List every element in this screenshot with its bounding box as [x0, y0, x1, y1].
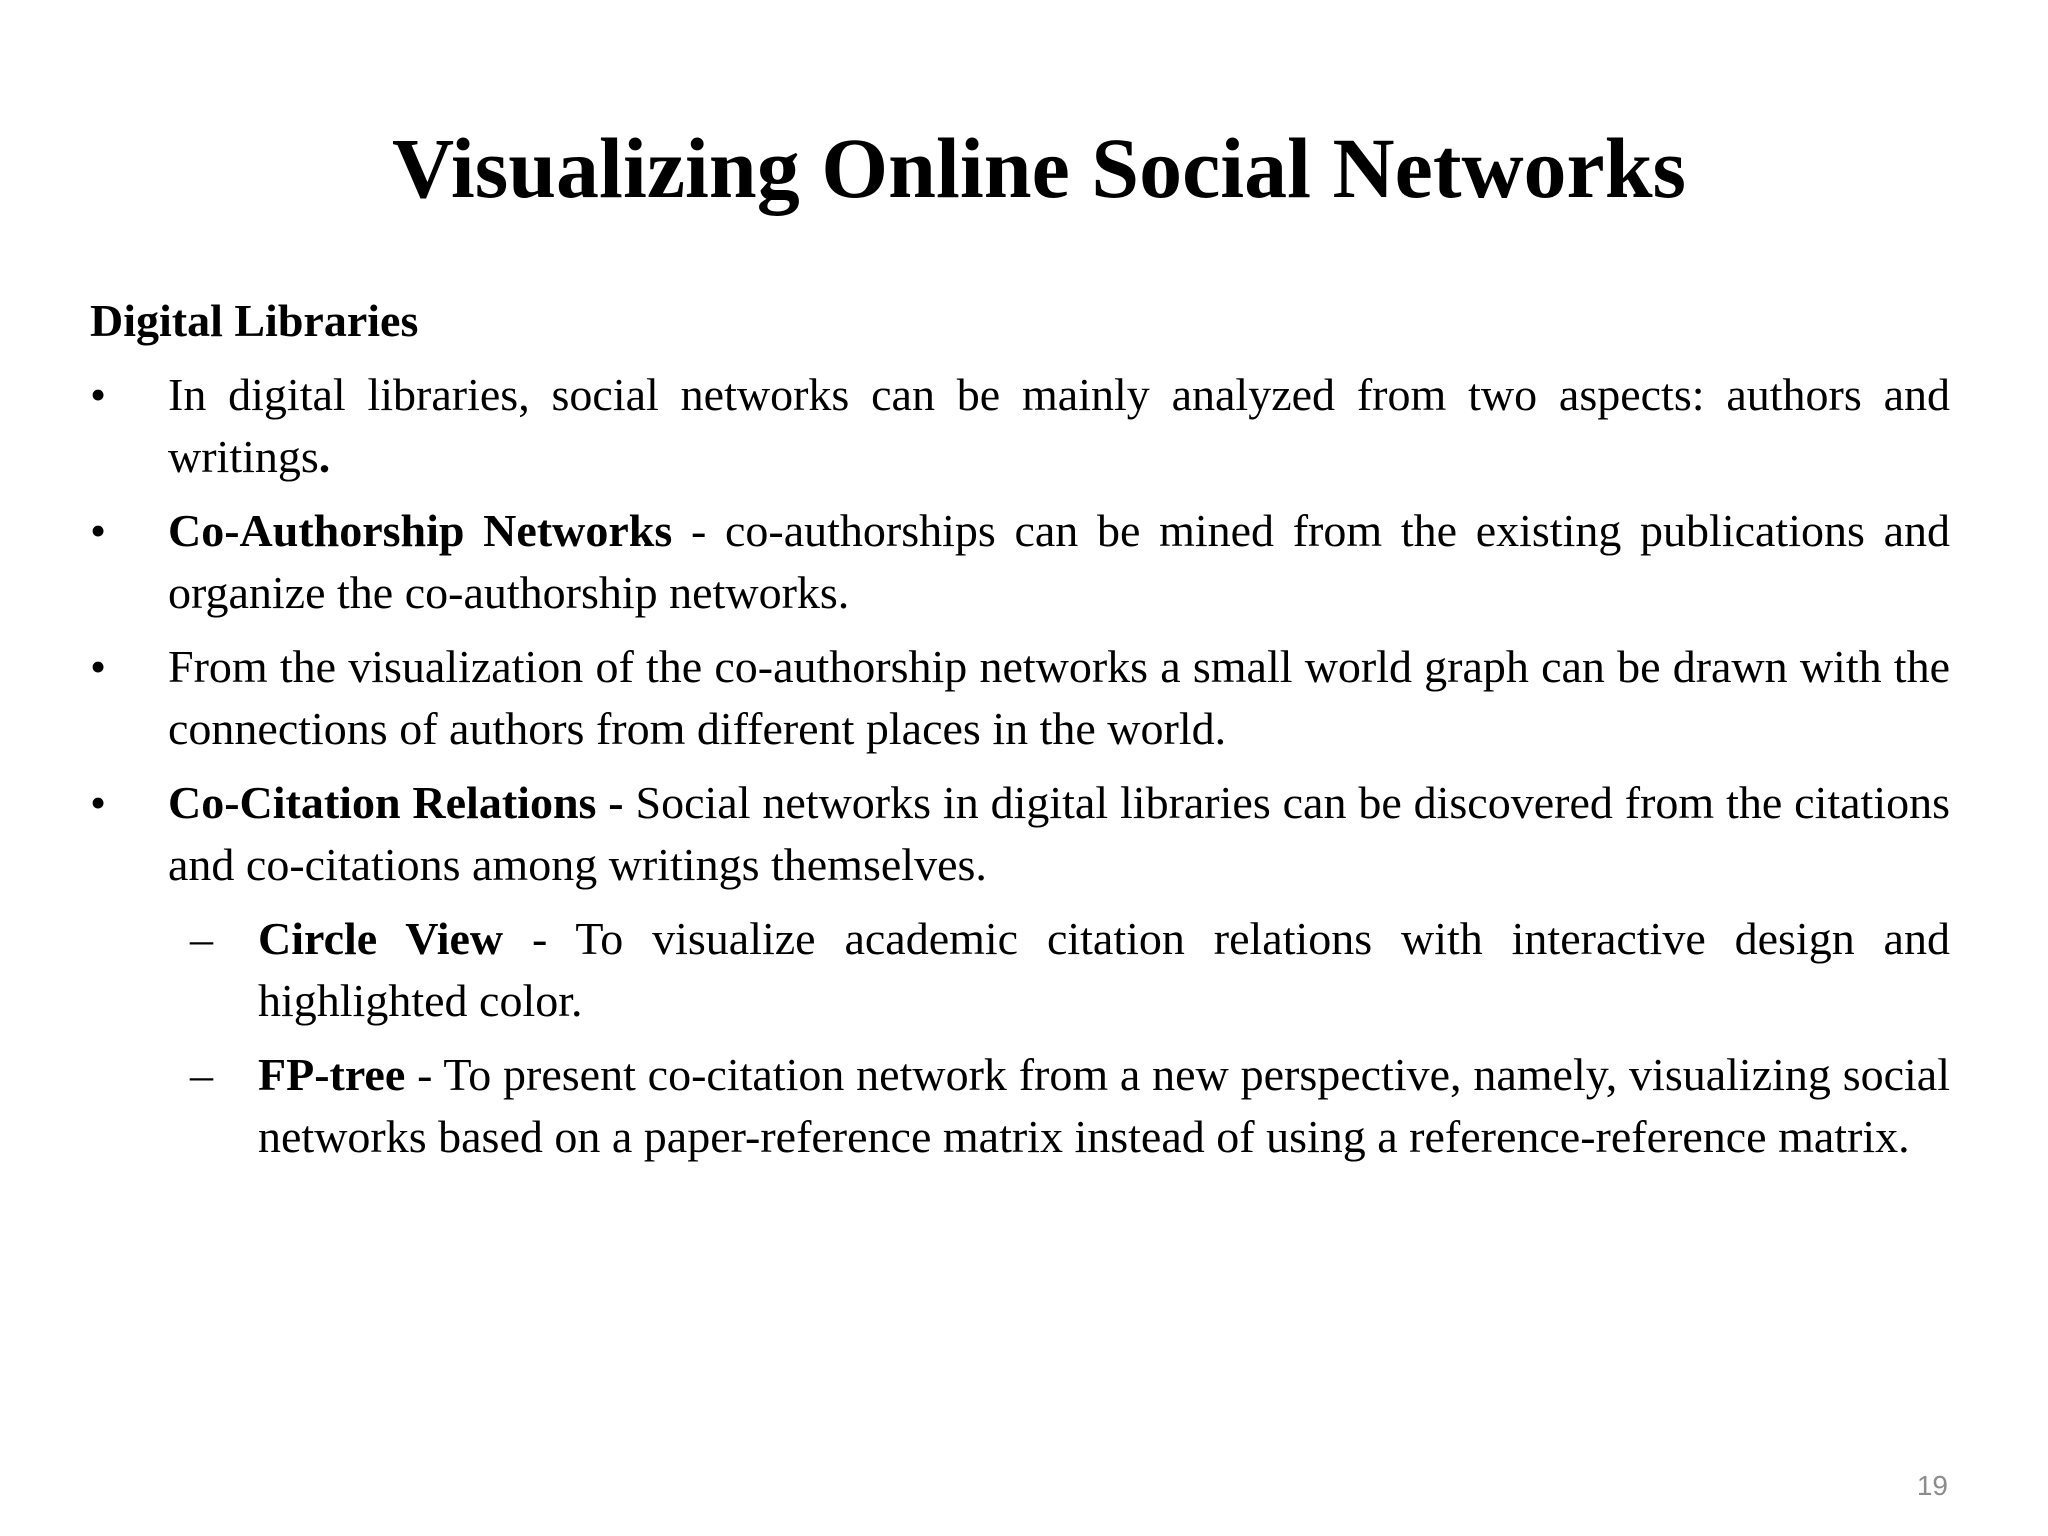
dash-marker: –	[190, 913, 213, 964]
bullet-item	[90, 772, 1950, 896]
sub-bullet-item	[90, 1044, 1950, 1168]
sub-bullet-term: Circle View	[258, 913, 504, 964]
bullet-item	[90, 500, 1950, 624]
bullet-item	[90, 636, 1950, 760]
sub-bullet-text: To present co-citation network from a new perspective, namely, visualizing social networks based on a paper-reference matrix instead of using a reference-reference matrix.	[258, 1049, 1950, 1162]
bullet-text: Social networks in digital libraries can be discovered from the citations and co-citations among writings themselves.	[168, 777, 1951, 890]
bullet-marker: •	[90, 777, 107, 828]
bullet-term: Co-Authorship Networks	[168, 505, 673, 556]
bullet-tail-bold: .	[318, 431, 331, 482]
sub-bullet-list	[90, 908, 1950, 1168]
bullet-marker: •	[90, 369, 107, 420]
sub-bullet-text: To visualize academic citation relations with interactive design and highlighted color.	[258, 913, 1950, 1026]
bullet-separator	[624, 777, 636, 828]
sub-bullet-item	[90, 908, 1950, 1032]
bullet-term: Co-Citation Relations -	[168, 777, 624, 828]
slide-title: Visualizing Online Social Networks	[391, 120, 1687, 216]
sub-bullet-separator: -	[405, 1049, 444, 1100]
sub-bullet-separator: -	[503, 913, 576, 964]
page-number: 19	[1916, 1470, 1948, 1501]
bullet-text: From the visualization of the co-authorship networks a small world graph can be drawn with the connections of authors from different places in the world.	[168, 641, 1950, 754]
bullet-marker: •	[90, 505, 107, 556]
bullet-item	[90, 364, 1950, 488]
bullet-text: In digital libraries, social networks can be mainly analyzed from two aspects: authors and writings	[168, 369, 1950, 482]
bullet-separator: -	[672, 505, 725, 556]
slide-content	[90, 290, 1950, 1180]
bullet-marker: •	[90, 641, 107, 692]
bullet-text: co-authorships can be mined from the existing publications and organize the co-authorship networks.	[168, 505, 1950, 618]
sub-bullet-term: FP-tree	[258, 1049, 406, 1100]
section-heading: Digital Libraries	[90, 295, 419, 346]
dash-marker: –	[190, 1049, 213, 1100]
